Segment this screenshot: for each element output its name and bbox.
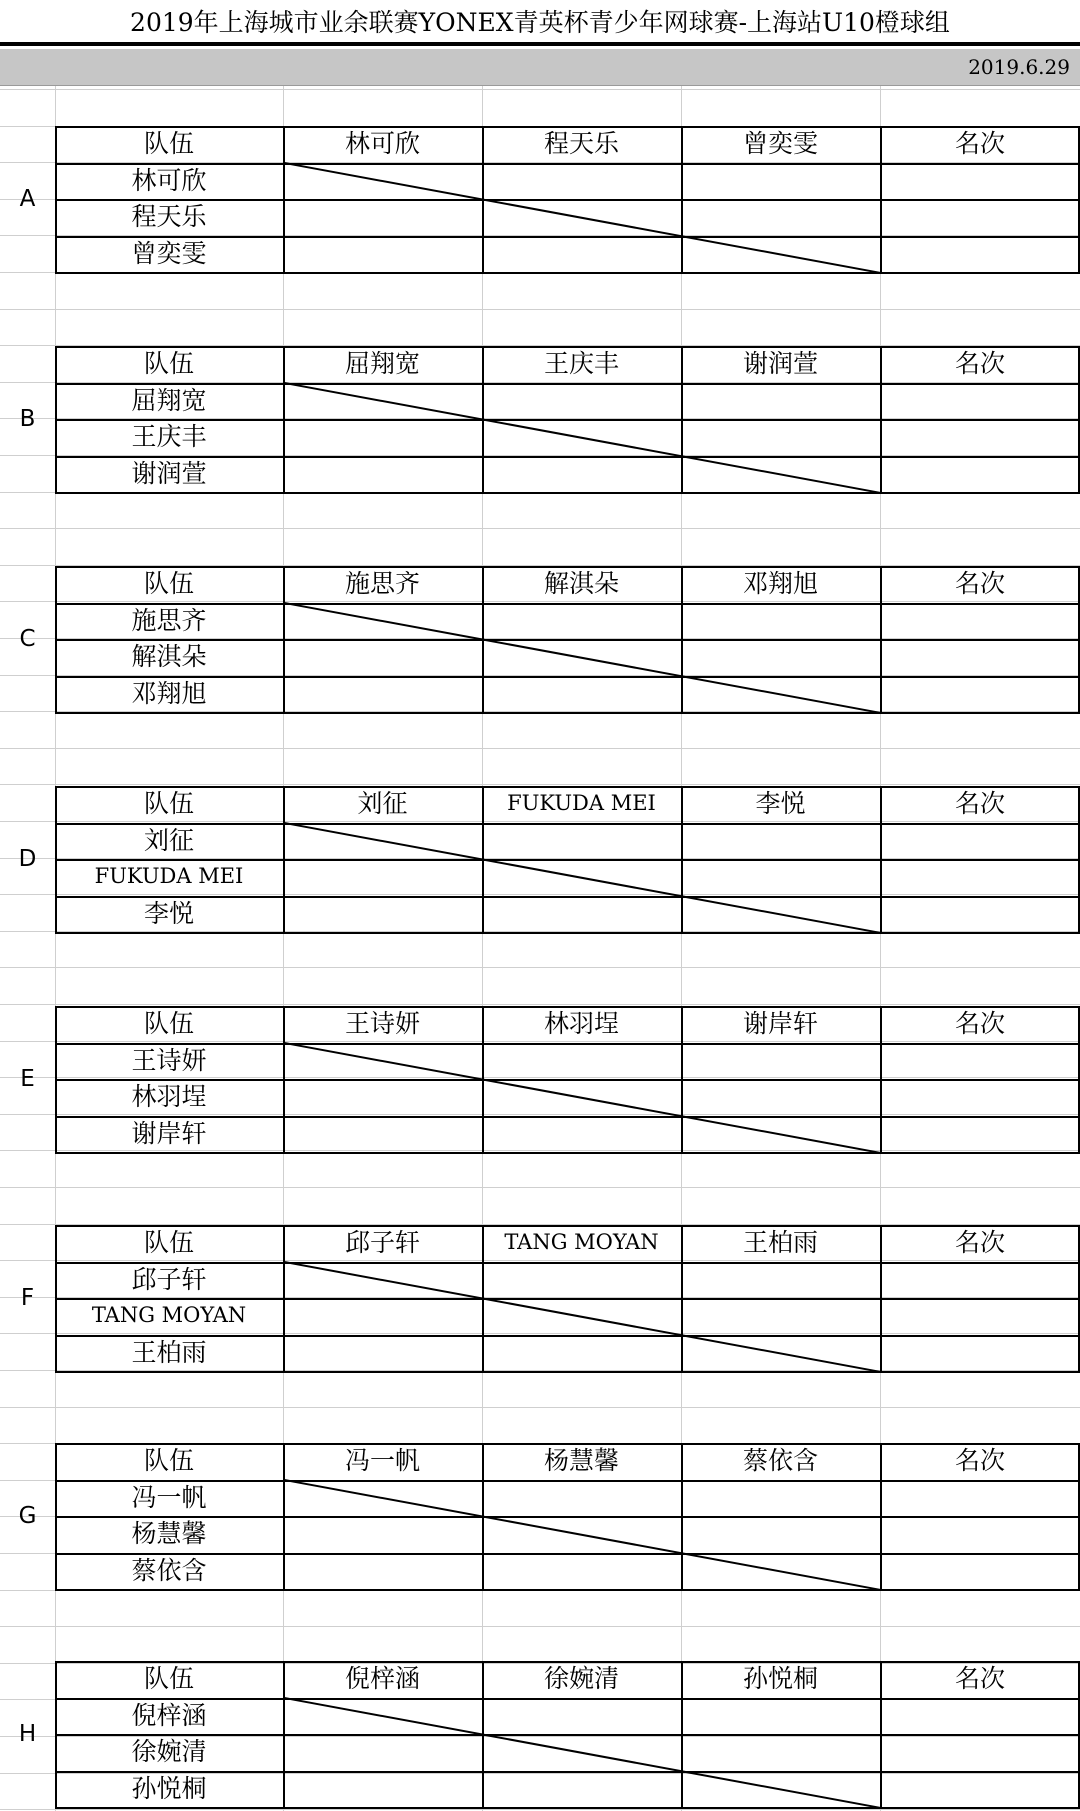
column-header-player: 邱子轩 [344, 1228, 420, 1257]
diagonal-line [55, 346, 1080, 493]
gridline-horizontal [0, 1626, 1080, 1627]
row-header-player: 冯一帆 [131, 1483, 207, 1512]
row-header-player: 徐婉清 [131, 1737, 207, 1766]
team-header: 队伍 [143, 569, 194, 598]
diagonal-line [55, 786, 1080, 933]
row-header-player: 谢润萱 [131, 459, 207, 488]
row-header-player: TANG MOYAN [91, 1303, 247, 1327]
row-header-player: 蔡依含 [131, 1556, 207, 1585]
rank-header: 名次 [954, 129, 1005, 158]
column-header-player: 解淇朵 [543, 569, 619, 598]
row-header-player: 王庆丰 [131, 422, 207, 451]
column-header-player: 王诗妍 [344, 1009, 420, 1038]
rank-header: 名次 [954, 789, 1005, 818]
row-header-player: 屈翔宽 [131, 386, 207, 415]
group-label: E [20, 1066, 35, 1092]
row-header-player: 施思齐 [131, 606, 207, 635]
rank-header: 名次 [954, 1009, 1005, 1038]
rank-header: 名次 [954, 1446, 1005, 1475]
group-d [0, 786, 1080, 933]
group-table [55, 126, 1080, 273]
row-header-player: 林可欣 [131, 166, 207, 195]
group-e [0, 1006, 1080, 1153]
column-header-player: 王庆丰 [543, 349, 619, 378]
team-header: 队伍 [143, 1009, 194, 1038]
row-header-player: 程天乐 [131, 202, 207, 231]
group-table [55, 786, 1080, 933]
group-label: C [19, 626, 36, 652]
column-header-player: 倪梓涵 [344, 1664, 420, 1693]
group-f [0, 1225, 1080, 1372]
gridline-horizontal [0, 1407, 1080, 1408]
column-header-player: 冯一帆 [344, 1446, 420, 1475]
column-header-player: 杨慧馨 [543, 1446, 619, 1475]
gridline-horizontal [0, 1809, 1080, 1810]
gridline-horizontal [0, 784, 1080, 785]
diagonal-line [55, 1443, 1080, 1590]
row-header-player: 邱子轩 [131, 1265, 207, 1294]
row-header-player: 邓翔旭 [131, 679, 207, 708]
row-header-player: 倪梓涵 [131, 1701, 207, 1730]
column-header-player: 李悦 [755, 789, 806, 818]
column-header-player: 谢岸轩 [742, 1009, 818, 1038]
column-header-player: 施思齐 [344, 569, 420, 598]
column-header-player: 王柏雨 [742, 1228, 818, 1257]
rank-header: 名次 [954, 1664, 1005, 1693]
group-c [0, 566, 1080, 713]
group-b [0, 346, 1080, 493]
team-header: 队伍 [143, 1228, 194, 1257]
gridline-horizontal [0, 967, 1080, 968]
group-a [0, 126, 1080, 273]
column-header-player: 曾奕雯 [742, 129, 818, 158]
team-header: 队伍 [143, 1446, 194, 1475]
group-g [0, 1443, 1080, 1590]
group-table [55, 1225, 1080, 1372]
rank-header: 名次 [954, 349, 1005, 378]
group-table [55, 346, 1080, 493]
column-header-player: 屈翔宽 [344, 349, 420, 378]
column-header-player: 蔡依含 [742, 1446, 818, 1475]
column-header-player: 邓翔旭 [742, 569, 818, 598]
gridline-horizontal [0, 748, 1080, 749]
team-header: 队伍 [143, 789, 194, 818]
group-table [55, 566, 1080, 713]
row-header-player: 杨慧馨 [131, 1519, 207, 1548]
column-header-player: 程天乐 [543, 129, 619, 158]
group-label: B [19, 406, 36, 432]
column-header-player: 林羽埕 [543, 1009, 619, 1038]
row-header-player: FUKUDA MEI [94, 864, 244, 888]
group-label: D [18, 846, 37, 872]
column-header-player: 孙悦桐 [742, 1664, 818, 1693]
row-header-player: 解淇朵 [131, 642, 207, 671]
sheet-title: 2019年上海城市业余联赛YONEX青英杯青少年网球赛-上海站U10橙球组 [0, 0, 1080, 46]
group-label: F [20, 1285, 35, 1311]
row-header-player: 王柏雨 [131, 1338, 207, 1367]
column-header-player: 刘征 [357, 789, 408, 818]
column-header-player: 林可欣 [344, 129, 420, 158]
sheet-date: 2019.6.29 [968, 55, 1070, 79]
rank-header: 名次 [954, 569, 1005, 598]
diagonal-line [55, 1006, 1080, 1153]
rank-header: 名次 [954, 1228, 1005, 1257]
row-header-player: 曾奕雯 [131, 239, 207, 268]
date-bar [0, 49, 1080, 86]
column-header-player: TANG MOYAN [504, 1230, 659, 1254]
diagonal-line [55, 566, 1080, 713]
group-table [55, 1006, 1080, 1153]
team-header: 队伍 [143, 1664, 194, 1693]
column-header-player: 谢润萱 [742, 349, 818, 378]
row-header-player: 李悦 [143, 899, 194, 928]
team-header: 队伍 [143, 129, 194, 158]
column-header-player: 徐婉清 [543, 1664, 619, 1693]
group-label: G [18, 1503, 37, 1529]
row-header-player: 谢岸轩 [131, 1119, 207, 1148]
row-header-player: 王诗妍 [131, 1046, 207, 1075]
column-header-player: FUKUDA MEI [507, 791, 656, 815]
group-label: A [19, 186, 36, 212]
diagonal-line [55, 126, 1080, 273]
gridline-horizontal [0, 1004, 1080, 1005]
group-table [55, 1661, 1080, 1808]
row-header-player: 林羽埕 [131, 1082, 207, 1111]
gridline-horizontal [0, 528, 1080, 529]
row-header-player: 刘征 [143, 826, 194, 855]
row-header-player: 孙悦桐 [131, 1774, 207, 1803]
group-label: H [18, 1721, 37, 1747]
gridline-horizontal [0, 1187, 1080, 1188]
gridline-horizontal [0, 309, 1080, 310]
gridline-horizontal [0, 89, 1080, 90]
group-h [0, 1661, 1080, 1808]
diagonal-line [55, 1661, 1080, 1808]
team-header: 队伍 [143, 349, 194, 378]
diagonal-line [55, 1225, 1080, 1372]
group-table [55, 1443, 1080, 1590]
